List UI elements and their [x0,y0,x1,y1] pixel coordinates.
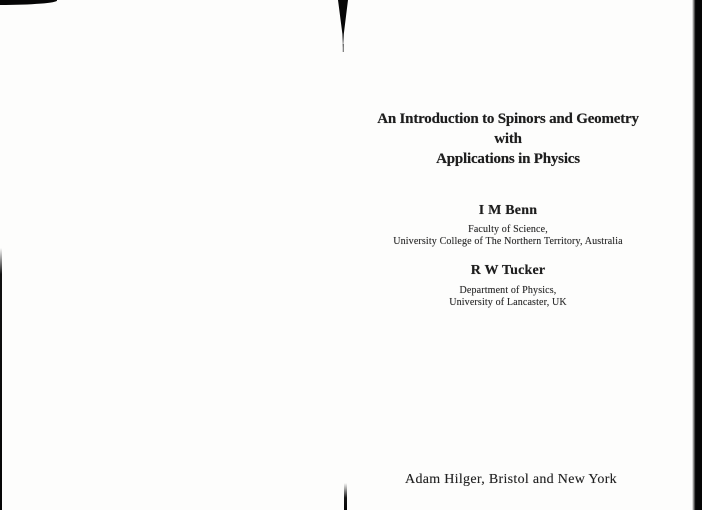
spine-gutter-shadow-bottom [344,483,347,510]
author-1-affiliation [368,224,648,248]
author-2-affiliation-line-2: University of Lancaster, UK [449,297,567,308]
author-1-affiliation-line-1: Faculty of Science, [468,224,548,235]
title-page-column [368,0,648,510]
author-1-name: I M Benn [478,203,538,218]
publisher-imprint: Adam Hilger, Bristol and New York [405,472,617,487]
book-title-line-1: An Introduction to Spinors and Geometry [377,111,639,127]
scan-edge-left [0,248,2,510]
spine-gutter-shadow [333,0,353,54]
book-title [368,109,648,169]
author-2-affiliation-line-1: Department of Physics, [459,285,557,296]
author-1-affiliation-line-2: University College of The Northern Territory, Australia [393,236,623,247]
author-2-name: R W Tucker [470,263,546,278]
scan-edge-top-left [0,0,57,5]
author-2-affiliation [368,285,648,309]
book-title-line-3: Applications in Physics [436,151,580,167]
scan-edge-right [692,0,702,510]
book-title-line-2: with [494,131,522,147]
